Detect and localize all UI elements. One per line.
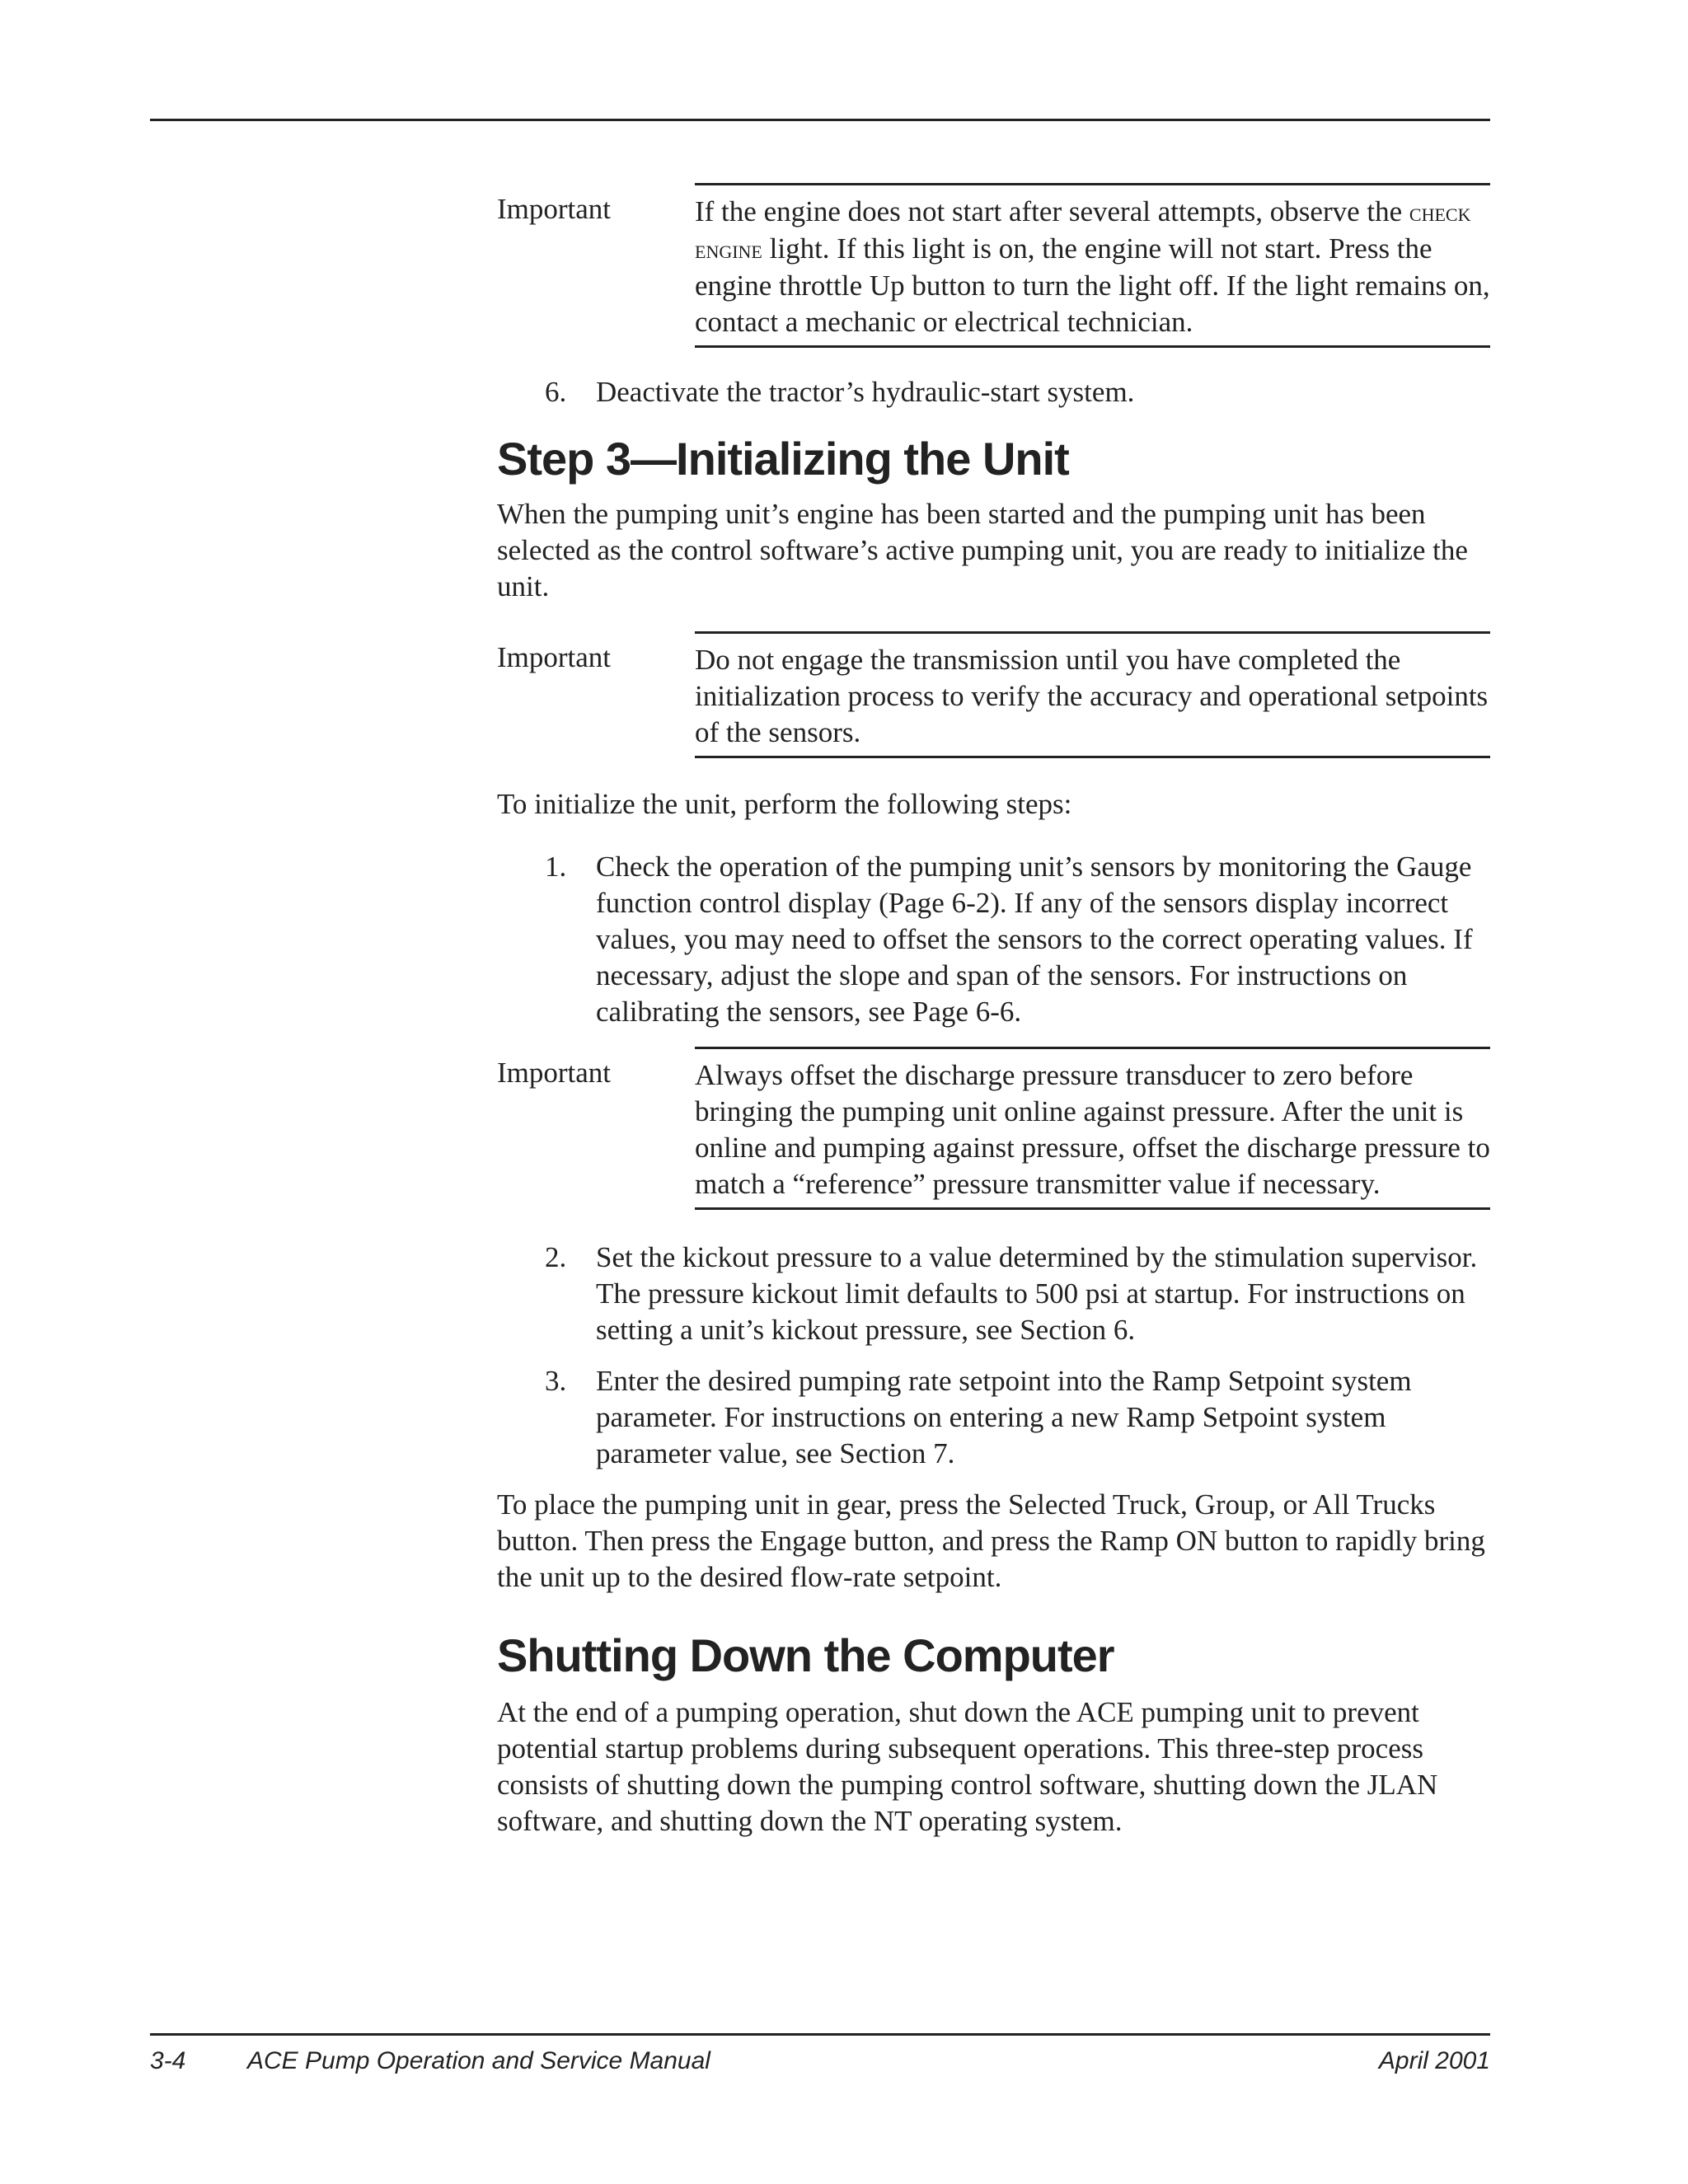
- list-text: Set the kickout pressure to a value determined by the stimulation supervisor. The pressure kickout limit defaults to 500 psi at startup. For instructions on setting a unit’s kickout pressure, see Section 6.: [596, 1241, 1478, 1346]
- list-number: 2.: [545, 1241, 567, 1273]
- gear-paragraph: To place the pumping unit in gear, press the Selected Truck, Group, or All Trucks button. Then press the Engage button, and press the Ramp ON button to rapidly bring the unit up to the desired flow-rate setpoint.: [497, 1488, 1485, 1593]
- important-text: Do not engage the transmission until you have completed the initialization process to verify the accuracy and operational setpoints of the sensors.: [695, 631, 1490, 758]
- footer-date: April 2001: [1378, 2047, 1490, 2074]
- list-item-step-2: [497, 1240, 1490, 1348]
- steps-intro: To initialize the unit, perform the following steps:: [497, 788, 1072, 820]
- section-heading-shutting-down: Shutting Down the Computer: [497, 1629, 1114, 1681]
- important-notice-pressure: [497, 1047, 1490, 1210]
- list-item-step-6: [497, 374, 1490, 410]
- intro-paragraph: When the pumping unit’s engine has been started and the pumping unit has been selected as the control software’s active pumping unit, you are ready to initialize the unit.: [497, 498, 1468, 602]
- list-text: Enter the desired pumping rate setpoint into the Ramp Setpoint system parameter. For instructions on entering a new Ramp Setpoint system parameter value, see Section 7.: [596, 1365, 1412, 1469]
- important-notice-engine: [497, 183, 1490, 348]
- list-item-step-1: [497, 849, 1490, 1030]
- section-heading-initializing: Step 3—Initializing the Unit: [497, 433, 1069, 485]
- footer-page-number: 3-4: [150, 2047, 186, 2074]
- page-content: [497, 183, 1490, 1840]
- list-text: Deactivate the tractor’s hydraulic-start system.: [596, 376, 1135, 408]
- list-number: 6.: [545, 376, 567, 408]
- footer-manual-title: ACE Pump Operation and Service Manual: [247, 2047, 710, 2074]
- header-rule: [150, 119, 1490, 121]
- list-number: 3.: [545, 1365, 567, 1397]
- list-item-step-3: [497, 1363, 1490, 1472]
- list-text: Check the operation of the pumping unit’s sensors by monitoring the Gauge function control display (Page 6-2). If any of the sensors display incorrect values, you may need to offset the sensors to the correct operating values. If necessary, adjust the slope and span of the sensors. For instructions on calibrating the sensors, see Page 6-6.: [596, 851, 1473, 1028]
- important-label: Important: [497, 1057, 612, 1089]
- important-label: Important: [497, 641, 612, 673]
- notice-text-after: light. If this light is on, the engine will not start. Press the engine throttle Up button to turn the light off. If the light remains on, contact a mechanic or electrical technician.: [695, 232, 1490, 338]
- footer-rule: [150, 2033, 1490, 2036]
- list-number: 1.: [545, 851, 567, 883]
- important-text: Always offset the discharge pressure transducer to zero before bringing the pumping unit online against pressure. After the unit is online and pumping against pressure, offset the discharge pressure to match a “reference” pressure transmitter value if necessary.: [695, 1047, 1490, 1210]
- important-notice-transmission: [497, 631, 1490, 758]
- notice-text-before: If the engine does not start after several attempts, observe the: [695, 195, 1409, 227]
- shutdown-paragraph: At the end of a pumping operation, shut down the ACE pumping unit to prevent potential startup problems during subsequent operations. This three-step process consists of shutting down the pumping control software, shutting down the JLAN software, and shutting down the NT operating system.: [497, 1696, 1438, 1837]
- check-engine-smallcaps: check engine: [695, 198, 1471, 264]
- important-label: Important: [497, 193, 612, 225]
- important-text: [695, 183, 1490, 348]
